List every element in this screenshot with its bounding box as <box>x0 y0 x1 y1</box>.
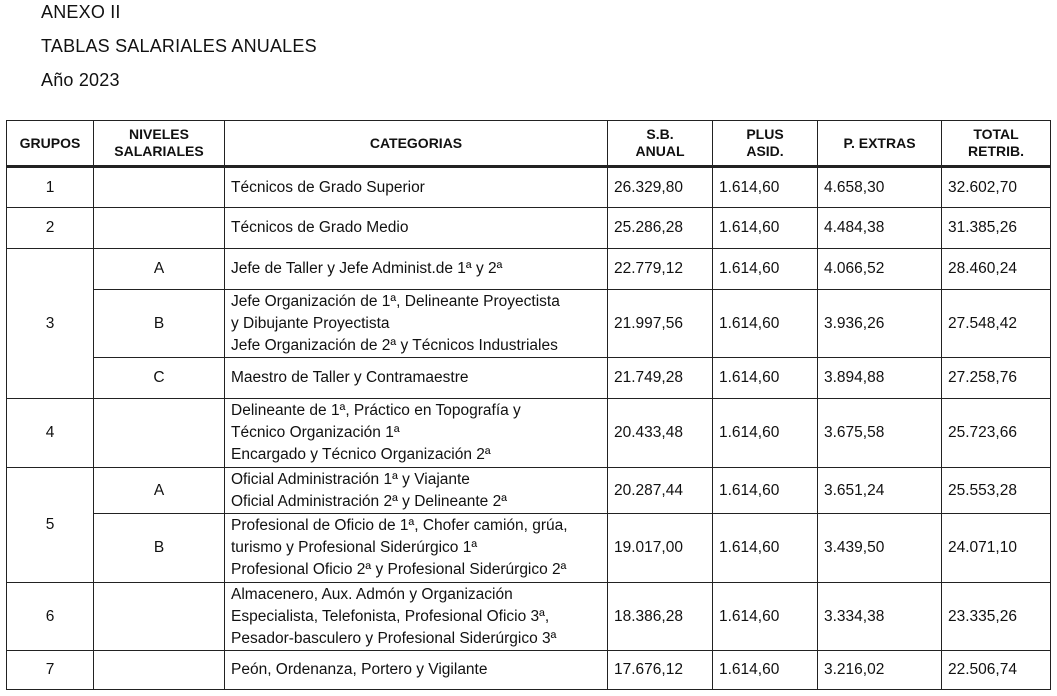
plus-asid-cell: 1.614,60 <box>713 208 818 249</box>
plus-asid-cell: 1.614,60 <box>713 358 818 399</box>
total-retrib-cell: 23.335,26 <box>942 583 1051 651</box>
table-row <box>7 651 1051 690</box>
annex-label: ANEXO II <box>41 2 121 22</box>
sb-anual-cell: 18.386,28 <box>608 583 713 651</box>
categoria-cell: Jefe Organización de 1ª, Delineante Proyectista y Dibujante Proyectista Jefe Organización de 2ª y Técnicos Industriales <box>225 290 608 358</box>
plus-asid-cell: 1.614,60 <box>713 249 818 290</box>
total-retrib-cell: 24.071,10 <box>942 514 1051 583</box>
total-retrib-cell: 27.548,42 <box>942 290 1051 358</box>
plus-asid-cell: 1.614,60 <box>713 399 818 468</box>
sb-anual-cell: 20.433,48 <box>608 399 713 468</box>
table-row <box>7 468 1051 514</box>
table-row <box>7 249 1051 290</box>
header-row <box>7 121 1051 167</box>
plus-asid-cell: 1.614,60 <box>713 468 818 514</box>
p-extras-cell: 4.066,52 <box>818 249 942 290</box>
sb-anual-cell: 21.997,56 <box>608 290 713 358</box>
grupo-cell: 6 <box>7 583 94 651</box>
plus-asid-cell: 1.614,60 <box>713 290 818 358</box>
nivel-cell: A <box>94 468 225 514</box>
categoria-cell: Jefe de Taller y Jefe Administ.de 1ª y 2ª <box>225 249 608 290</box>
plus-asid-cell: 1.614,60 <box>713 514 818 583</box>
sb-anual-cell: 25.286,28 <box>608 208 713 249</box>
total-retrib-cell: 31.385,26 <box>942 208 1051 249</box>
categoria-cell: Profesional de Oficio de 1ª, Chofer camión, grúa, turismo y Profesional Siderúrgico 1ª Profesional Oficio 2ª y Profesional Siderúrgico 2ª <box>225 514 608 583</box>
header-categorias: CATEGORIAS <box>225 121 608 167</box>
table-row <box>7 167 1051 208</box>
table-row <box>7 399 1051 468</box>
grupo-cell: 7 <box>7 651 94 690</box>
year-label: Año 2023 <box>41 70 120 90</box>
grupo-cell: 5 <box>7 468 94 583</box>
total-retrib-cell: 22.506,74 <box>942 651 1051 690</box>
nivel-cell <box>94 167 225 208</box>
categoria-cell: Almacenero, Aux. Admón y Organización Especialista, Telefonista, Profesional Oficio 3ª, Pesador-basculero y Profesional Siderúrgico 3ª <box>225 583 608 651</box>
total-retrib-cell: 25.553,28 <box>942 468 1051 514</box>
nivel-cell: B <box>94 290 225 358</box>
p-extras-cell: 3.675,58 <box>818 399 942 468</box>
p-extras-cell: 3.936,26 <box>818 290 942 358</box>
p-extras-cell: 4.484,38 <box>818 208 942 249</box>
header-sb-anual: S.B. ANUAL <box>608 121 713 167</box>
p-extras-cell: 3.651,24 <box>818 468 942 514</box>
p-extras-cell: 3.216,02 <box>818 651 942 690</box>
plus-asid-cell: 1.614,60 <box>713 583 818 651</box>
p-extras-cell: 3.439,50 <box>818 514 942 583</box>
p-extras-cell: 4.658,30 <box>818 167 942 208</box>
total-retrib-cell: 25.723,66 <box>942 399 1051 468</box>
categoria-cell: Delineante de 1ª, Práctico en Topografía y Técnico Organización 1ª Encargado y Técnico Organización 2ª <box>225 399 608 468</box>
table-row <box>7 514 1051 583</box>
sb-anual-cell: 22.779,12 <box>608 249 713 290</box>
categoria-cell: Oficial Administración 1ª y Viajante Oficial Administración 2ª y Delineante 2ª <box>225 468 608 514</box>
sb-anual-cell: 17.676,12 <box>608 651 713 690</box>
table-row <box>7 583 1051 651</box>
total-retrib-cell: 28.460,24 <box>942 249 1051 290</box>
p-extras-cell: 3.334,38 <box>818 583 942 651</box>
nivel-cell <box>94 583 225 651</box>
total-retrib-cell: 32.602,70 <box>942 167 1051 208</box>
table-row <box>7 208 1051 249</box>
nivel-cell <box>94 399 225 468</box>
table-row <box>7 358 1051 399</box>
categoria-cell: Técnicos de Grado Superior <box>225 167 608 208</box>
salary-table <box>6 120 1051 690</box>
plus-asid-cell: 1.614,60 <box>713 167 818 208</box>
header-niveles: NIVELES SALARIALES <box>94 121 225 167</box>
categoria-cell: Peón, Ordenanza, Portero y Vigilante <box>225 651 608 690</box>
sb-anual-cell: 20.287,44 <box>608 468 713 514</box>
nivel-cell: A <box>94 249 225 290</box>
grupo-cell: 1 <box>7 167 94 208</box>
sb-anual-cell: 21.749,28 <box>608 358 713 399</box>
nivel-cell: B <box>94 514 225 583</box>
header-total-retrib: TOTAL RETRIB. <box>942 121 1051 167</box>
header-p-extras: P. EXTRAS <box>818 121 942 167</box>
p-extras-cell: 3.894,88 <box>818 358 942 399</box>
nivel-cell <box>94 208 225 249</box>
categoria-cell: Maestro de Taller y Contramaestre <box>225 358 608 399</box>
nivel-cell <box>94 651 225 690</box>
grupo-cell: 3 <box>7 249 94 399</box>
total-retrib-cell: 27.258,76 <box>942 358 1051 399</box>
header-grupos: GRUPOS <box>7 121 94 167</box>
nivel-cell: C <box>94 358 225 399</box>
grupo-cell: 2 <box>7 208 94 249</box>
categoria-cell: Técnicos de Grado Medio <box>225 208 608 249</box>
sb-anual-cell: 19.017,00 <box>608 514 713 583</box>
document-title: TABLAS SALARIALES ANUALES <box>41 36 317 56</box>
grupo-cell: 4 <box>7 399 94 468</box>
plus-asid-cell: 1.614,60 <box>713 651 818 690</box>
header-plus-asid: PLUS ASID. <box>713 121 818 167</box>
table-row <box>7 290 1051 358</box>
sb-anual-cell: 26.329,80 <box>608 167 713 208</box>
